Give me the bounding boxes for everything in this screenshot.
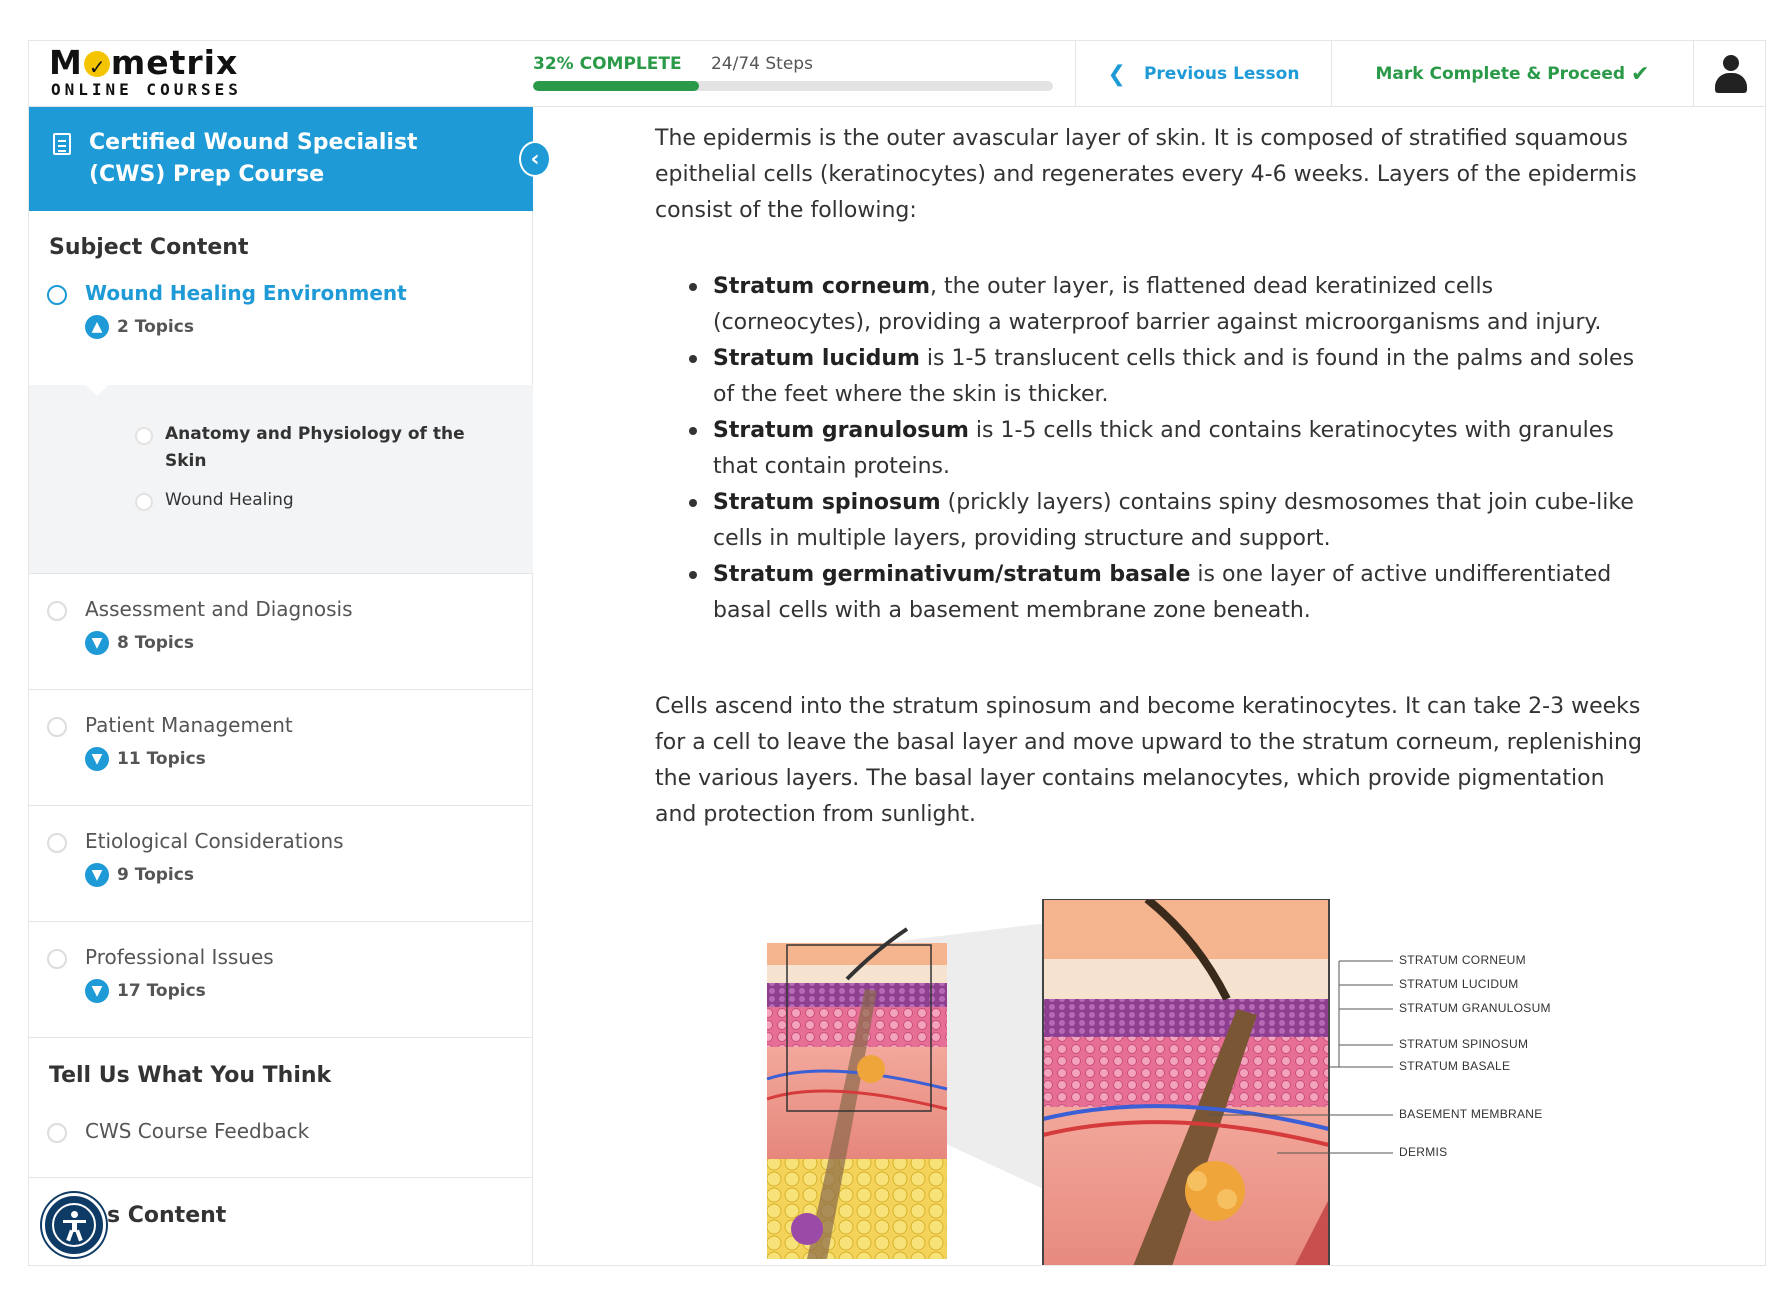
topics-count: 17 Topics — [117, 981, 206, 1001]
accessibility-button[interactable] — [42, 1193, 106, 1257]
figure-label: STRATUM BASALE — [1399, 1059, 1511, 1073]
progress-steps: 24/74 Steps — [710, 54, 813, 74]
layer-term: Stratum germinativum/stratum basale — [713, 562, 1191, 587]
layer-description: is 1-5 cells thick and contains keratinocytes with granules that contain proteins. — [713, 418, 1614, 479]
divider — [29, 805, 533, 806]
lesson-status-radio[interactable] — [47, 833, 67, 853]
layer-term: Stratum spinosum — [713, 490, 941, 515]
layer-description: is 1-5 translucent cells thick and is found in the palms and soles of the feet where the skin is thicker. — [713, 346, 1635, 407]
chevron-down-icon: ▼ — [85, 863, 109, 887]
list-item — [713, 413, 1653, 485]
logo[interactable] — [49, 45, 242, 99]
subject-content-heading: Subject Content — [49, 235, 249, 260]
topics-count: 2 Topics — [117, 317, 194, 337]
chevron-left-icon: ❮ — [1107, 61, 1126, 87]
progress-bar-fill — [533, 81, 699, 91]
divider — [29, 1037, 533, 1038]
course-progress — [533, 53, 1053, 91]
figure-label: STRATUM GRANULOSUM — [1399, 1001, 1551, 1015]
divider — [29, 573, 533, 574]
divider — [29, 921, 533, 922]
logo-subtitle: ONLINE COURSES — [51, 80, 242, 99]
mark-complete-button[interactable] — [1331, 41, 1693, 107]
bottom-section-heading: s Content — [107, 1203, 227, 1228]
logo-wordmark: M✓ metrix — [49, 45, 242, 81]
skin-illustration — [747, 899, 1707, 1266]
previous-lesson-label: Previous Lesson — [1143, 64, 1300, 84]
course-header[interactable] — [29, 107, 533, 211]
lesson-topics-toggle[interactable] — [85, 747, 206, 771]
progress-percent: 32% COMPLETE — [533, 54, 682, 74]
feedback-name[interactable]: CWS Course Feedback — [85, 1119, 310, 1143]
lesson-status-radio[interactable] — [47, 285, 67, 305]
checkmark-icon: ✔ — [1631, 61, 1650, 87]
mark-complete-label: Mark Complete & Proceed — [1375, 64, 1626, 84]
lesson-topics-toggle[interactable] — [85, 631, 194, 655]
chevron-up-icon: ▲ — [85, 315, 109, 339]
figure-label: STRATUM CORNEUM — [1399, 953, 1526, 967]
list-item — [713, 485, 1653, 557]
top-header — [29, 41, 1766, 107]
divider — [29, 689, 533, 690]
lesson-name[interactable]: Patient Management — [85, 713, 293, 737]
topics-count: 9 Topics — [117, 865, 194, 885]
layer-description: , the outer layer, is flattened dead keratinized cells (corneocytes), providing a waterproof barrier against microorganisms and injury. — [713, 274, 1602, 335]
figure-label: STRATUM LUCIDUM — [1399, 977, 1519, 991]
topics-count: 8 Topics — [117, 633, 194, 653]
layer-term: Stratum corneum — [713, 274, 930, 299]
feedback-status-radio[interactable] — [47, 1123, 67, 1143]
list-item — [713, 557, 1653, 629]
figure-label: BASEMENT MEMBRANE — [1399, 1107, 1543, 1121]
logo-check-icon — [84, 51, 110, 77]
feedback-heading: Tell Us What You Think — [49, 1063, 332, 1088]
user-icon — [1714, 55, 1748, 93]
intro-paragraph: The epidermis is the outer avascular layer of skin. It is composed of stratified squamous epithelial cells (keratinocytes) and regenerates every 4-6 weeks. Layers of the epidermis consist of the following: — [655, 126, 1637, 223]
lesson-topics-toggle[interactable] — [85, 979, 206, 1003]
skin-layers-diagram — [747, 899, 1707, 1266]
lesson-status-radio[interactable] — [47, 717, 67, 737]
chevron-down-icon: ▼ — [85, 979, 109, 1003]
lesson-topics-toggle[interactable] — [85, 863, 194, 887]
app-frame — [28, 40, 1766, 1266]
outro-paragraph: Cells ascend into the stratum spinosum and become keratinocytes. It can take 2-3 weeks for a cell to leave the basal layer and move upward to the stratum corneum, replenishing the various layers. The basal layer contains melanocytes, which provide pigmentation and protection from sunlight. — [655, 694, 1642, 827]
figure-label: DERMIS — [1399, 1145, 1448, 1159]
progress-bar — [533, 81, 1053, 91]
topic-item[interactable]: Wound Healing — [165, 490, 294, 510]
chevron-down-icon: ▼ — [85, 631, 109, 655]
lesson-name[interactable]: Professional Issues — [85, 945, 274, 969]
chevron-left-icon: ‹ — [530, 146, 540, 172]
layer-term: Stratum lucidum — [713, 346, 920, 371]
sidebar-collapse-button[interactable] — [519, 141, 551, 177]
lesson-topics-toggle[interactable] — [85, 315, 194, 339]
previous-lesson-button[interactable] — [1075, 41, 1331, 107]
topic-item[interactable]: Anatomy and Physiology of the Skin — [165, 424, 465, 471]
layer-description: (prickly layers) contains spiny desmosomes that join cube-like cells in multiple layers, providing structure and support. — [713, 490, 1634, 551]
divider — [29, 1177, 533, 1178]
topic-status-radio[interactable] — [135, 427, 153, 445]
topics-count: 11 Topics — [117, 749, 206, 769]
lesson-name[interactable]: Wound Healing Environment — [85, 281, 407, 305]
figure-label: STRATUM SPINOSUM — [1399, 1037, 1529, 1051]
course-sidebar — [29, 107, 540, 1266]
lesson-name[interactable]: Etiological Considerations — [85, 829, 344, 853]
topic-status-radio[interactable] — [135, 493, 153, 511]
list-item — [713, 269, 1653, 341]
lesson-status-radio[interactable] — [47, 601, 67, 621]
list-item — [713, 341, 1653, 413]
document-icon — [53, 133, 71, 155]
layer-term: Stratum granulosum — [713, 418, 969, 443]
lesson-content — [533, 107, 1766, 1266]
topic-list — [29, 385, 533, 573]
lesson-status-radio[interactable] — [47, 949, 67, 969]
user-menu-button[interactable] — [1693, 41, 1766, 107]
accessibility-icon — [52, 1203, 96, 1247]
layer-description: is one layer of active undifferentiated basal cells with a basement membrane zone beneath. — [713, 562, 1612, 623]
epidermis-layer-list — [713, 269, 1653, 629]
chevron-down-icon: ▼ — [85, 747, 109, 771]
lesson-name[interactable]: Assessment and Diagnosis — [85, 597, 353, 621]
course-title: Certified Wound Specialist (CWS) Prep Course — [89, 130, 418, 187]
